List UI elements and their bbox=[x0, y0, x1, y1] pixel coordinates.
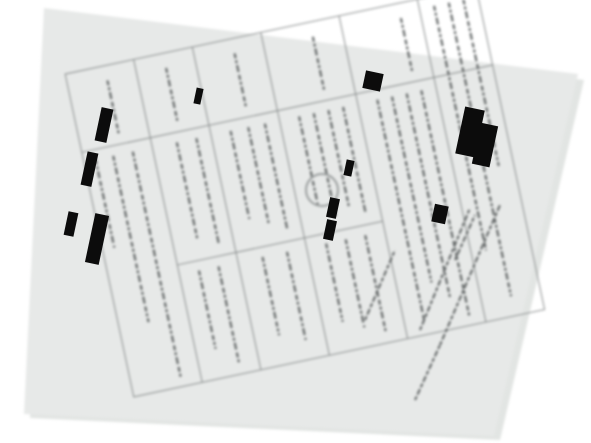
redaction-box bbox=[362, 70, 383, 91]
